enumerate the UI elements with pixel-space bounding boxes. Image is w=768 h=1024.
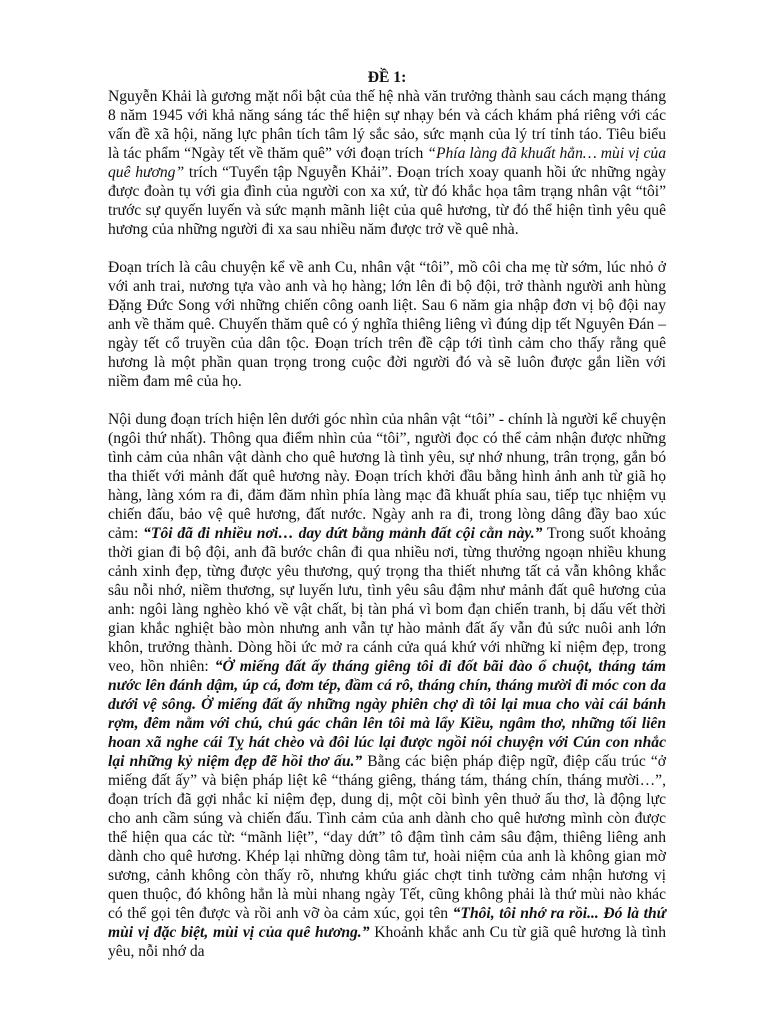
text-run: Đoạn trích là câu chuyện kể về anh Cu, nhân vật “tôi”, mồ côi cha mẹ từ sớm, lúc nhỏ ở với anh trai, nương tựa vào anh và họ hàng; lớn lên đi bộ đội, trở thành người anh hùng Đặng Đức Song với những chiến công oanh liệt. Sau 6 năm gia nhập đơn vị bộ đội nay anh về thăm quê. Chuyến thăm quê có ý nghĩa thiêng liêng vì đúng dịp tết Nguyên Đán – ngày tết cổ truyền của dân tộc. Đoạn trích trên đề cập tới tình cảm cho thấy rằng quê hương là một phần quan trọng trong cuộc đời người đó và sẽ luôn được gắn liền với niềm đam mê của họ. xyxy=(108,259,666,390)
text-run: Nội dung đoạn trích hiện lên dưới góc nhìn của nhân vật “tôi” - chính là người kể chuyện (ngôi thứ nhất). Thông qua điểm nhìn của “tôi”, người đọc có thể cảm nhận được những tình cảm của nhân vật dành cho quê hương là tình yêu, sự nhớ nhung, trân trọng, gắn bó tha thiết với mảnh đất quê hương này. Đoạn trích khởi đầu bằng hình ảnh anh từ giã họ hàng, làng xóm ra đi, đăm đăm nhìn phía làng mạc đã khuất phía sau, tiếp tục nhiệm vụ chiến đấu, bảo vệ quê hương, đất nước. Ngày anh ra đi, trong lòng dâng đầy bao xúc cảm: xyxy=(108,411,666,542)
text-run: Khoảnh khắc anh Cu từ giã quê hương là tình yêu, nỗi nhớ da xyxy=(108,924,666,960)
text-run: trích “Tuyển tập Nguyễn Khải”. Đoạn trích xoay quanh hồi ức những ngày được đoàn tụ với gia đình của người con xa xứ, từ đó khắc họa tâm trạng nhân vật “tôi” trước sự quyến luyến và sức mạnh mãnh liệt của quê hương, từ đó thể hiện tình yêu quê hương của những người đi xa sau nhiều năm được trở về quê nhà. xyxy=(108,164,666,238)
document-page xyxy=(108,68,666,961)
text-run: Nguyễn Khải là gương mặt nổi bật của thế hệ nhà văn trưởng thành sau cách mạng tháng 8 năm 1945 với khả năng sáng tác thể hiện sự nhạy bén và cách khám phá riêng với các vấn đề xã hội, năng lực phân tích tâm lý sắc sảo, sức mạnh của lý trí tỉnh táo. Tiêu biểu là tác phẩm “Ngày tết về thăm quê” với đoạn trích xyxy=(108,88,666,162)
paragraph-analysis xyxy=(108,410,666,961)
text-run: Trong suốt khoảng thời gian đi bộ đội, anh đã bước chân đi qua nhiều nơi, từng thưởng ngoạn nhiều khung cảnh xinh đẹp, từng được yêu thương, quý trọng tha thiết nhưng tất cả vẫn không khắc sâu nỗi nhớ, niềm thương, sự luyến lưu, tình yêu sâu đậm như mảnh đất quê hương của anh: ngôi làng nghèo khó về vật chất, bị tàn phá vì bom đạn chiến tranh, bị dấu vết thời gian khắc nghiệt bào mòn nhưng anh vẫn tự hào mảnh đất ấy vẫn đủ sức nuôi anh lớn khôn, trưởng thành. Dòng hồi ức mở ra cánh cửa quá khứ với những kỉ niệm đẹp, trong veo, hồn nhiên: xyxy=(108,525,667,675)
bold-italic-quote: “Tôi đã đi nhiều nơi… day dứt bằng mảnh đất cội cằn này.” xyxy=(143,525,543,542)
document-title: ĐỀ 1: xyxy=(367,69,407,86)
text-run: Bằng các biện pháp điệp ngữ, điệp cấu trúc “ở miếng đất ấy” và biện pháp liệt kê “tháng giêng, tháng tám, tháng chín, tháng mười…”, đoạn trích đã gợi nhắc kỉ niệm đẹp, dung dị, một cõi bình yên thuở ấu thơ, là động lực cho anh cầm súng và chiến đấu. Tình cảm của anh dành cho quê hương mình còn được thể hiện qua các từ: “mãnh liệt”, “day dứt” tô đậm tình cảm sâu đậm, thiêng liêng anh dành cho quê hương. Khép lại những dòng tâm tư, hoài niệm của anh là không gian mờ sương, cảnh không còn thấy rõ, nhưng khứu giác chợt tinh tường cảm nhận hương vị quen thuộc, đó không hẳn là mùi nhang ngày Tết, cũng không phải là thứ mùi nào khác có thể gọi tên được và rồi anh vỡ òa cảm xúc, gọi tên xyxy=(108,753,666,922)
bold-italic-quote: “Ở miếng đất ấy tháng giêng tôi đi đốt bãi đào ổ chuột, tháng tám nước lên đánh dậm, úp cá, đơm tép, đầm cá rô, tháng chín, tháng mười đi móc con da dưới vệ sông. Ở miếng đất ấy những ngày phiên chợ dì tôi lại mua cho vài cái bánh rợm, đêm nằm với chú, chú gác chân lên tôi mà lẩy Kiều, ngâm thơ, những tối liên hoan xã nghe cái Tỵ hát chèo và đôi lúc lại được ngồi nói chuyện với Cún con nhắc lại những kỷ niệm đẹp đẽ hồi thơ ấu.” xyxy=(108,658,666,770)
paragraph-intro xyxy=(108,87,666,239)
paragraph-summary xyxy=(108,258,666,391)
italic-quote: “Phía làng đã khuất hẳn… mùi vị của quê hương” xyxy=(108,145,666,181)
bold-italic-quote: “Thôi, tôi nhớ ra rồi... Đó là thứ mùi vị đặc biệt, mùi vị của quê hương.” xyxy=(108,905,667,941)
